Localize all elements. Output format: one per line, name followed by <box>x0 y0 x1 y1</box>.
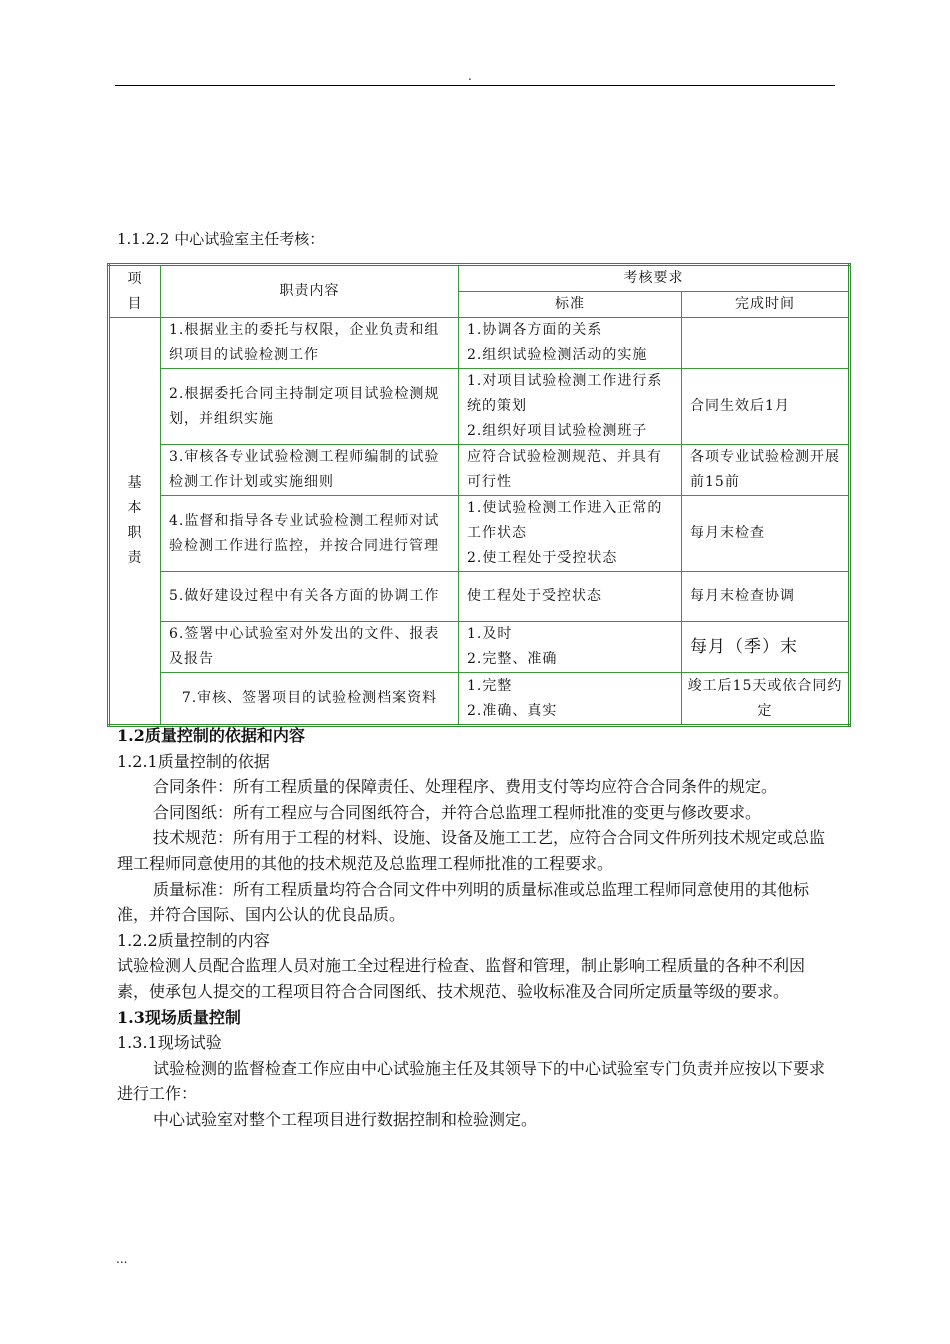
time-cell: 合同生效后1月 <box>682 369 850 445</box>
header-dot: . <box>468 69 472 83</box>
header-time: 完成时间 <box>682 292 850 318</box>
paragraph-contract-conditions: 合同条件：所有工程质量的保障责任、处理程序、费用支付等均应符合合同条件的规定。 <box>153 777 778 797</box>
paragraph-technical-specs: 技术规范：所有用于工程的材料、设施、设备及施工工艺，应符合合同文件所列技术规定或总监理工程师同意使用的其他的技术规范及总监理工程师批准的工程要求。 <box>117 828 826 873</box>
time-cell: 每月末检查 <box>682 496 850 572</box>
body-text <box>117 723 835 1133</box>
footer-dots: ... <box>116 1252 128 1266</box>
duty-cell: 2.根据委托合同主持制定项目试验检测规划，并组织实施 <box>161 369 459 445</box>
heading-1-3: 1.3现场质量控制 <box>117 1007 241 1027</box>
time-cell: 每月（季）末 <box>682 622 850 673</box>
header-standard: 标准 <box>459 292 682 318</box>
paragraph-contract-drawings: 合同图纸：所有工程应与合同图纸符合，并符合总监理工程师批准的变更与修改要求。 <box>153 802 762 822</box>
time-cell <box>682 318 850 369</box>
section-title: 1.1.2.2 中心试验室主任考核： <box>117 230 325 248</box>
heading-1-2-2: 1.2.2质量控制的内容 <box>117 930 270 950</box>
standard-cell: 1.协调各方面的关系 2.组织试验检测活动的实施 <box>459 318 682 369</box>
paragraph-central-lab: 中心试验室对整个工程项目进行数据控制和检验测定。 <box>153 1109 538 1129</box>
standard-cell: 1.完整 2.准确、真实 <box>459 673 682 726</box>
duty-cell: 4.监督和指导各专业试验检测工程师对试验检测工作进行监控，并按合同进行管理 <box>161 496 459 572</box>
time-cell: 各项专业试验检测开展前15前 <box>682 445 850 496</box>
standard-cell: 1.及时 2.完整、准确 <box>459 622 682 673</box>
heading-1-2-1: 1.2.1质量控制的依据 <box>117 751 270 771</box>
paragraph-site-testing: 试验检测的监督检查工作应由中心试验施主任及其领导下的中心试验室专门负责并应按以下要求进行工作： <box>117 1058 826 1104</box>
paragraph-quality-standards: 质量标准：所有工程质量均符合合同文件中列明的质量标准或总监理工程师同意使用的其他标准，并符合国际、国内公认的优良品质。 <box>117 879 810 925</box>
paragraph-control-content: 试验检测人员配合监理人员对施工全过程进行检查、监督和管理，制止影响工程质量的各种不利因素，使承包人提交的工程项目符合合同图纸、技术规范、验收标准及合同所定质量等级的要求。 <box>117 956 806 1001</box>
duty-cell: 6.签署中心试验室对外发出的文件、报表及报告 <box>161 622 459 673</box>
assessment-table <box>107 263 851 727</box>
duty-cell: 7.审核、签署项目的试验检测档案资料 <box>161 673 459 726</box>
heading-1-2: 1.2质量控制的依据和内容 <box>117 726 305 745</box>
standard-cell: 使工程处于受控状态 <box>459 572 682 622</box>
duty-cell: 5.做好建设过程中有关各方面的协调工作 <box>161 572 459 622</box>
header-rule <box>115 85 835 86</box>
category-cell: 基 本 职 责 <box>109 318 161 726</box>
header-item: 项 目 <box>109 265 161 318</box>
duty-cell: 1.根据业主的委托与权限，企业负责和组织项目的试验检测工作 <box>161 318 459 369</box>
standard-cell: 1.使试验检测工作进入正常的工作状态 2.使工程处于受控状态 <box>459 496 682 572</box>
header-requirement: 考核要求 <box>459 265 850 292</box>
standard-cell: 应符合试验检测规范、并具有可行性 <box>459 445 682 496</box>
standard-cell: 1.对项目试验检测工作进行系统的策划 2.组织好项目试验检测班子 <box>459 369 682 445</box>
heading-1-3-1: 1.3.1现场试验 <box>117 1033 222 1053</box>
time-cell: 每月末检查协调 <box>682 572 850 622</box>
time-cell: 竣工后15天或依合同约定 <box>682 673 850 726</box>
header-duty: 职责内容 <box>161 265 459 318</box>
duty-cell: 3.审核各专业试验检测工程师编制的试验检测工作计划或实施细则 <box>161 445 459 496</box>
